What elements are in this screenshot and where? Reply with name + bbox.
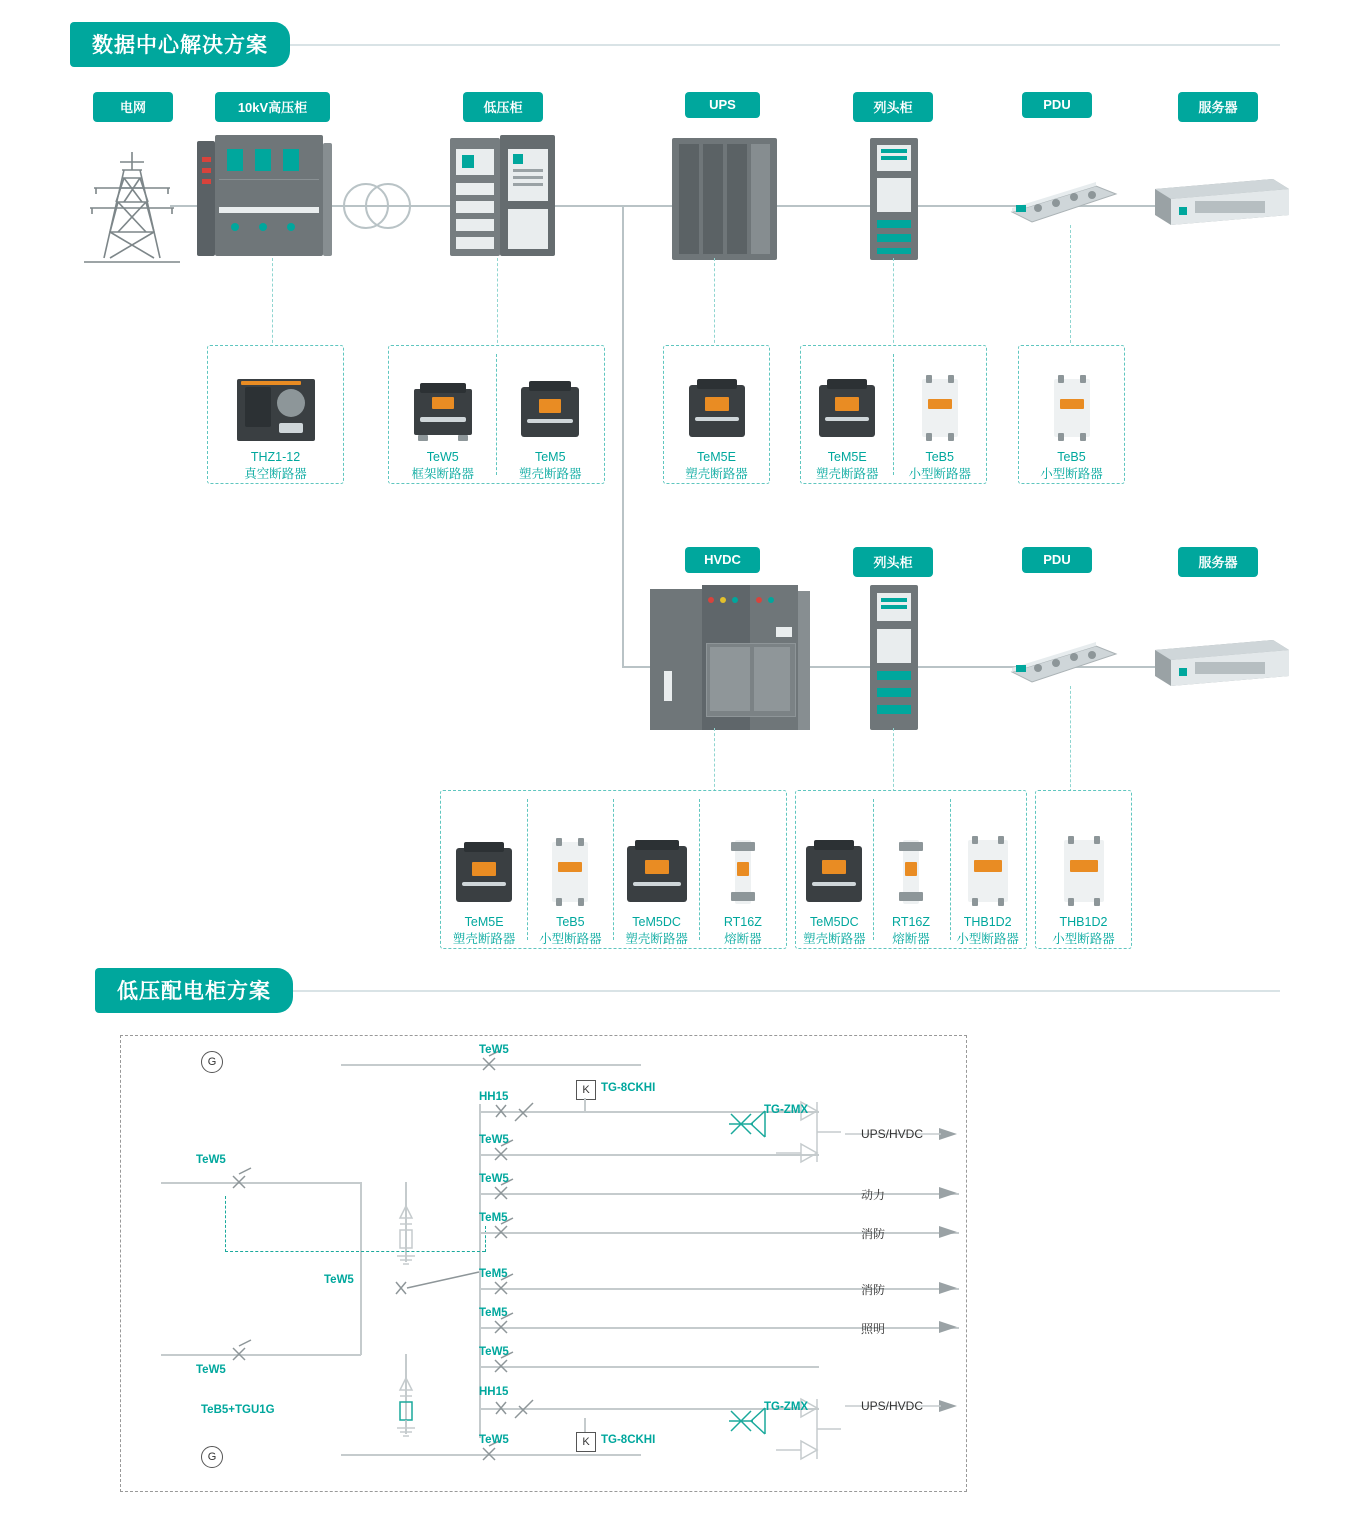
product-caption — [539, 914, 602, 948]
product-item — [873, 836, 950, 948]
server-icon — [1155, 636, 1290, 691]
product-caption — [956, 914, 1019, 948]
stage-label-hvdc: HVDC — [685, 547, 760, 573]
vacuum-breaker-icon — [233, 373, 318, 443]
heading-rule — [290, 44, 1280, 46]
stage-label-lv-cabinet: 低压柜 — [463, 92, 543, 122]
schematic-label: TeM5 — [479, 1212, 508, 1224]
product-box-ups — [663, 345, 770, 484]
product-item — [389, 373, 497, 483]
schematic-label: TeM5 — [479, 1268, 508, 1280]
product-model: TeM5DC — [632, 915, 681, 929]
product-box-pdu1 — [1018, 345, 1125, 484]
server-icon — [1155, 175, 1290, 230]
branch-line-to-hvdc — [622, 205, 624, 668]
mcb-breaker-icon — [1046, 373, 1098, 443]
product-type: 小型断路器 — [908, 467, 971, 481]
stage-label-hv-cabinet: 10kV高压柜 — [215, 92, 330, 122]
hvdc-cabinet-icon — [650, 585, 810, 730]
stage-label-rpp-2: 列头柜 — [853, 547, 933, 577]
schematic-label-left-top: TeW5 — [196, 1154, 226, 1166]
drop-line-ups — [714, 258, 715, 348]
product-model: TeB5 — [556, 915, 585, 929]
stage-label-grid: 电网 — [93, 92, 173, 122]
schematic-label-capacitor: TeB5+TGU1G — [201, 1404, 275, 1416]
product-type: 真空断路器 — [244, 467, 307, 481]
product-model: TeM5E — [697, 450, 736, 464]
mcb-dc-breaker-icon — [960, 836, 1016, 908]
product-caption — [453, 914, 516, 948]
breaker-symbols — [121, 1036, 966, 1491]
generator-symbol-top: G — [201, 1051, 223, 1073]
stage-label-rpp-1: 列头柜 — [853, 92, 933, 122]
product-caption — [685, 449, 748, 483]
schematic-label-tie: TeW5 — [324, 1274, 354, 1286]
product-item — [497, 373, 605, 483]
output-label: 照明 — [861, 1322, 886, 1336]
heading-rule — [293, 990, 1280, 992]
product-box-hv — [207, 345, 344, 484]
product-item — [614, 836, 700, 948]
stage-label-server-2: 服务器 — [1178, 547, 1258, 577]
lv-cabinet-icon — [450, 135, 555, 260]
product-model: RT16Z — [723, 915, 762, 929]
product-caption — [411, 449, 474, 483]
schematic-label: TeW5 — [479, 1044, 509, 1056]
output-label: UPS/HVDC — [861, 1127, 924, 1141]
hv-cabinet-icon — [197, 135, 332, 260]
product-box-pdu2 — [1035, 790, 1132, 949]
rpp-cabinet-icon — [870, 138, 918, 260]
schematic-label: HH15 — [479, 1091, 509, 1103]
product-type: 小型断路器 — [956, 932, 1019, 946]
product-item — [527, 836, 613, 948]
mcb-breaker-icon — [914, 373, 966, 443]
product-type: 小型断路器 — [539, 932, 602, 946]
product-caption — [519, 449, 582, 483]
product-box-rpp1 — [800, 345, 987, 484]
drop-line-pdu2 — [1070, 686, 1071, 792]
section-title-datacenter: 数据中心解决方案 — [70, 22, 290, 67]
drop-line-lv — [497, 258, 498, 348]
stage-label-pdu-2: PDU — [1022, 547, 1092, 573]
output-label: UPS/HVDC — [861, 1399, 924, 1413]
product-caption — [625, 914, 688, 948]
product-item — [441, 836, 527, 948]
schematic-label: TG-8CKHI — [601, 1434, 656, 1446]
product-box-lv — [388, 345, 605, 484]
mccb-breaker-icon — [685, 373, 749, 443]
product-model: TeM5E — [827, 450, 867, 464]
stage-label-pdu-1: PDU — [1022, 92, 1092, 118]
fuse-icon — [721, 836, 765, 908]
output-label: 消防 — [861, 1283, 886, 1297]
drop-line-rpp2 — [893, 728, 894, 792]
fuse-icon — [889, 836, 933, 908]
schematic-label: TeW5 — [479, 1173, 509, 1185]
product-item — [1019, 373, 1124, 483]
mccb-breaker-icon — [815, 373, 879, 443]
product-model: TeM5DC — [810, 915, 859, 929]
mccb-breaker-icon — [452, 836, 516, 908]
section-title-lv-panel: 低压配电柜方案 — [95, 968, 293, 1013]
schematic-label: TG-8CKHI — [601, 1082, 656, 1094]
generator-symbol-bottom: G — [201, 1446, 223, 1468]
mccb-dc-breaker-icon — [802, 836, 866, 908]
product-box-rpp2 — [795, 790, 1027, 949]
schematic-label: TeW5 — [479, 1134, 509, 1146]
stage-label-ups: UPS — [685, 92, 760, 118]
lv-panel-schematic — [120, 1035, 967, 1492]
schematic-label: TeW5 — [479, 1346, 509, 1358]
product-item — [700, 836, 786, 948]
drop-line-rpp1 — [893, 258, 894, 348]
schematic-label: TG-ZMX — [764, 1104, 809, 1116]
product-item — [796, 836, 873, 948]
output-label: 消防 — [861, 1227, 886, 1241]
product-model: TeW5 — [426, 450, 459, 464]
schematic-label-left-bottom: TeW5 — [196, 1364, 226, 1376]
product-item — [1036, 836, 1131, 948]
product-type: 塑壳断路器 — [452, 932, 516, 946]
product-item — [949, 836, 1026, 948]
output-label: 动力 — [861, 1188, 886, 1202]
product-type: 塑壳断路器 — [685, 467, 748, 481]
product-type: 塑壳断路器 — [815, 467, 879, 481]
drop-line-hv — [272, 258, 273, 348]
product-type: 熔断器 — [892, 932, 930, 946]
transformer-icon — [340, 180, 415, 232]
pylon-icon — [80, 140, 185, 265]
product-caption — [1052, 914, 1115, 948]
product-item — [664, 373, 769, 483]
pdu-strip-icon — [1008, 638, 1118, 686]
schematic-label: TeM5 — [479, 1307, 508, 1319]
ups-cabinet-icon — [672, 138, 777, 260]
mccb-breaker-icon — [515, 373, 585, 443]
product-model: TeB5 — [1057, 450, 1086, 464]
mccb-dc-breaker-icon — [623, 836, 691, 908]
product-model: TeM5E — [464, 915, 504, 929]
contactor-k-bottom: K — [576, 1432, 596, 1452]
product-item — [894, 373, 987, 483]
drop-line-hvdc — [714, 728, 715, 792]
product-type: 塑壳断路器 — [625, 932, 688, 946]
product-type: 塑壳断路器 — [803, 932, 866, 946]
mcb-dc-breaker-icon — [1056, 836, 1112, 908]
product-type: 框架断路器 — [411, 467, 474, 481]
rpp-cabinet-icon — [870, 585, 918, 730]
product-model: TeM5 — [534, 450, 566, 464]
product-caption — [724, 914, 762, 948]
product-model: THB1D2 — [1059, 915, 1108, 929]
product-model: TeB5 — [925, 450, 954, 464]
schematic-label: HH15 — [479, 1386, 509, 1398]
product-box-hvdc — [440, 790, 787, 949]
contactor-k-top: K — [576, 1080, 596, 1100]
stage-label-server-1: 服务器 — [1178, 92, 1258, 122]
product-type: 塑壳断路器 — [518, 467, 582, 481]
product-item — [801, 373, 894, 483]
product-type: 熔断器 — [724, 932, 762, 946]
product-caption — [1040, 449, 1103, 483]
product-caption — [244, 449, 307, 483]
product-caption — [816, 449, 879, 483]
mcb-breaker-icon — [544, 836, 596, 908]
schematic-label: TG-ZMX — [764, 1401, 809, 1413]
drop-line-pdu1 — [1070, 225, 1071, 348]
product-caption — [892, 914, 930, 948]
schematic-label: TeW5 — [479, 1434, 509, 1446]
pdu-strip-icon — [1008, 178, 1118, 226]
section-heading-lv-panel — [95, 968, 1280, 1013]
product-type: 小型断路器 — [1052, 932, 1115, 946]
product-model: THB1D2 — [963, 915, 1012, 929]
product-model: THZ1-12 — [250, 450, 301, 464]
section-heading-datacenter — [70, 22, 1280, 67]
product-model: RT16Z — [892, 915, 930, 929]
product-item — [208, 373, 343, 483]
acb-breaker-icon — [410, 373, 476, 443]
product-type: 小型断路器 — [1040, 467, 1103, 481]
product-caption — [908, 449, 971, 483]
product-caption — [803, 914, 866, 948]
